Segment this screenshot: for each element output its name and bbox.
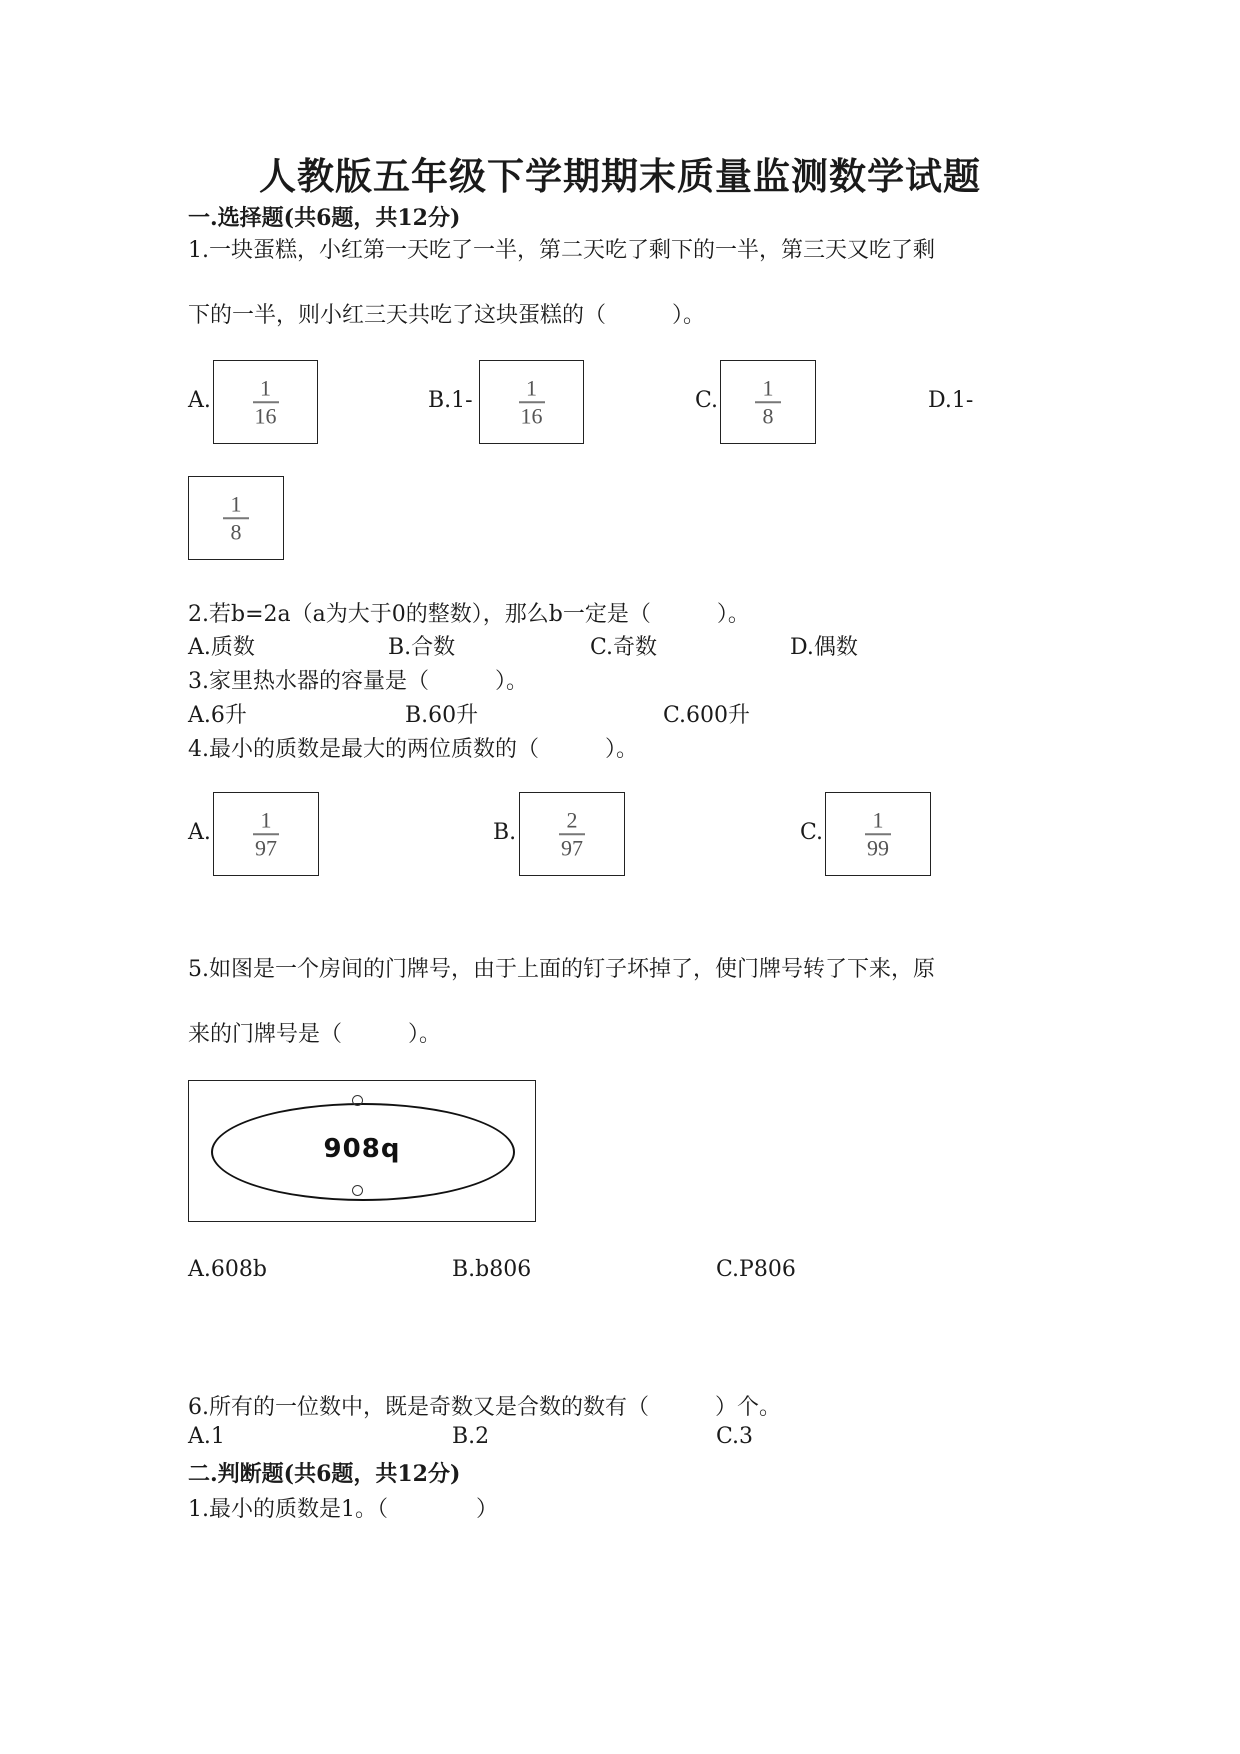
door-plate-number: 908q: [323, 1134, 401, 1164]
q4-option-b-fraction-box[interactable]: [519, 792, 625, 876]
q5-option-a[interactable]: A.608b: [188, 1257, 267, 1282]
door-plate-figure: [188, 1080, 536, 1222]
page-title: 人教版五年级下学期期末质量监测数学试题: [259, 154, 981, 198]
fraction: [214, 376, 317, 428]
q2-option-c[interactable]: C.奇数: [590, 635, 658, 660]
q5-text-line1: 5.如图是一个房间的门牌号，由于上面的钉子坏掉了，使门牌号转了下来，原: [188, 957, 935, 982]
q1-option-b-fraction-box[interactable]: [479, 360, 584, 444]
q1-text-line2: 下的一半，则小红三天共吃了这块蛋糕的（ ）。: [188, 303, 706, 328]
q3-option-c[interactable]: C.600升: [663, 703, 751, 728]
q4-option-a-fraction-box[interactable]: [213, 792, 319, 876]
q1-option-d-label: D.1-: [928, 388, 974, 413]
numerator: 1: [260, 375, 271, 401]
q6-text: 6.所有的一位数中，既是奇数又是合数的数有（ ）个。: [188, 1395, 781, 1420]
q4-option-c-label: C.: [800, 820, 824, 845]
section2-heading: 二.判断题(共6题，共12分): [188, 1461, 461, 1487]
q4-option-c-fraction-box[interactable]: [825, 792, 931, 876]
q6-option-b[interactable]: B.2: [452, 1424, 490, 1449]
fraction: [721, 376, 815, 428]
top-nail-hole-icon: [352, 1095, 363, 1106]
q2-option-b[interactable]: B.合数: [388, 635, 456, 660]
q1-option-c-label: C.: [695, 388, 719, 413]
fraction: [520, 808, 624, 860]
q5-option-c[interactable]: C.P806: [716, 1257, 796, 1282]
q3-option-b[interactable]: B.60升: [405, 703, 479, 728]
fraction: [189, 492, 283, 544]
q4-text: 4.最小的质数是最大的两位质数的（ ）。: [188, 737, 638, 762]
numerator: 1: [872, 807, 884, 833]
denominator: 99: [867, 834, 889, 860]
q5-text-line2: 来的门牌号是（ ）。: [188, 1022, 442, 1047]
fraction: [826, 808, 930, 860]
q6-option-a[interactable]: A.1: [188, 1424, 225, 1449]
numerator: 1: [762, 375, 774, 401]
fraction: [214, 808, 318, 860]
numerator: 1: [230, 491, 242, 517]
s2-q1-text: 1.最小的质数是1。（ ）: [188, 1497, 498, 1522]
denominator: 8: [230, 518, 242, 544]
q5-option-b[interactable]: B.b806: [452, 1257, 532, 1282]
denominator: 8: [762, 402, 774, 428]
q1-option-b-label: B.1-: [428, 388, 473, 413]
section1-heading: 一.选择题(共6题，共12分): [188, 205, 461, 231]
q1-option-a-label: A.: [188, 388, 211, 413]
numerator: 1: [260, 807, 272, 833]
q2-option-d[interactable]: D.偶数: [790, 635, 858, 660]
q1-option-c-fraction-box[interactable]: [720, 360, 816, 444]
q1-option-a-fraction-box[interactable]: [213, 360, 318, 444]
q2-option-a[interactable]: A.质数: [188, 635, 255, 660]
q3-text: 3.家里热水器的容量是（ ）。: [188, 669, 528, 694]
denominator: 97: [561, 834, 583, 860]
q3-option-a[interactable]: A.6升: [188, 703, 247, 728]
q1-option-d-fraction-box[interactable]: [188, 476, 284, 560]
denominator: 16: [520, 402, 543, 428]
numerator: 1: [526, 375, 537, 401]
q4-option-a-label: A.: [188, 820, 211, 845]
q4-option-b-label: B.: [493, 820, 517, 845]
q2-text: 2.若b=2a（a为大于0的整数），那么b一定是（ ）。: [188, 602, 750, 627]
fraction: [480, 376, 583, 428]
q6-option-c[interactable]: C.3: [716, 1424, 754, 1449]
q1-text-line1: 1.一块蛋糕，小红第一天吃了一半，第二天吃了剩下的一半，第三天又吃了剩: [188, 238, 935, 263]
denominator: 16: [254, 402, 277, 428]
denominator: 97: [255, 834, 277, 860]
bottom-nail-hole-icon: [352, 1185, 363, 1196]
numerator: 2: [566, 807, 578, 833]
